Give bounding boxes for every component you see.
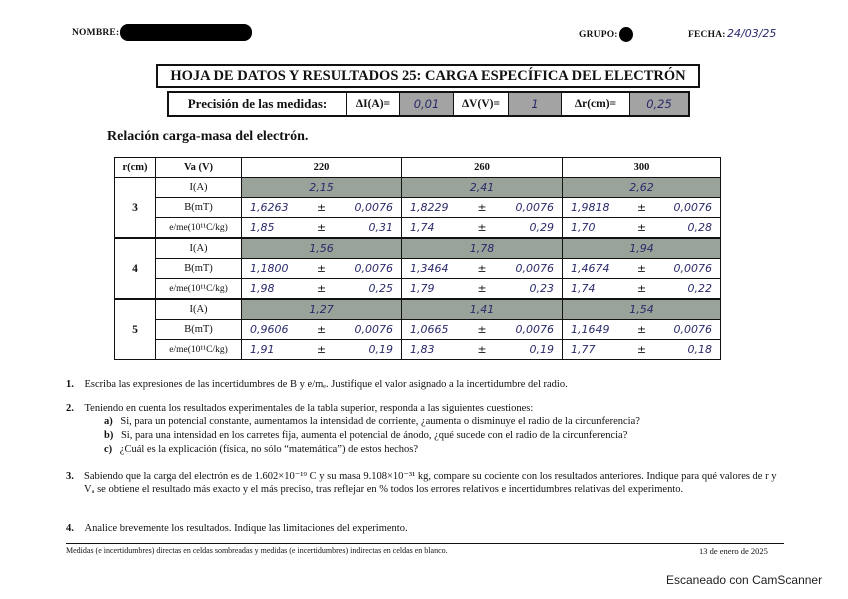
q2-text: Teniendo en cuenta los resultados experimentales de la tabla superior, responda a las siguientes cuestiones: xyxy=(84,403,534,414)
plus-minus-symbol: ± xyxy=(316,221,327,234)
plus-minus-symbol: ± xyxy=(316,201,327,214)
plus-minus-symbol: ± xyxy=(477,221,487,234)
plus-minus-symbol: ± xyxy=(477,343,487,356)
section-subtitle: Relación carga-masa del electrón. xyxy=(107,129,309,144)
magnitude-B-label: B(mT) xyxy=(156,259,242,279)
em-value-cell xyxy=(563,340,721,360)
precision-box xyxy=(167,91,690,117)
field-value-cell xyxy=(242,320,402,340)
em-value-cell xyxy=(563,279,721,300)
table-row xyxy=(115,299,721,320)
question-1 xyxy=(66,378,786,391)
dr-label: Δr(cm)= xyxy=(562,93,630,115)
em-uncertainty: 0,19 xyxy=(529,343,554,356)
em-value-cell xyxy=(242,218,402,239)
q2c-text: ¿Cuál es la explicación (física, no sólo “matemática”) de estos hechos? xyxy=(119,444,419,455)
footer-date: 13 de enero de 2025 xyxy=(699,546,768,556)
magnitude-em-label: e/me(10¹¹C/kg) xyxy=(156,279,242,300)
value-with-uncertainty xyxy=(242,323,401,336)
table-row xyxy=(115,238,721,259)
field-value: 1,1649 xyxy=(571,323,610,336)
results-table xyxy=(114,157,721,360)
em-value-cell xyxy=(242,340,402,360)
q2b-text: Si, para una intensidad en los carretes fija, aumenta el potencial de ánodo, ¿qué sucede con el radio de la circunferencia? xyxy=(120,430,628,441)
value-with-uncertainty xyxy=(242,343,401,356)
value-with-uncertainty xyxy=(242,262,401,275)
fecha-label: FECHA: xyxy=(688,30,726,40)
value-with-uncertainty xyxy=(563,201,720,214)
plus-minus-symbol: ± xyxy=(636,323,647,336)
plus-minus-symbol: ± xyxy=(477,323,487,336)
footer-divider xyxy=(66,543,784,544)
em-uncertainty: 0,22 xyxy=(687,282,712,295)
em-value: 1,74 xyxy=(571,282,596,295)
field-uncertainty: 0,0076 xyxy=(354,201,393,214)
field-uncertainty: 0,0076 xyxy=(673,262,712,275)
em-uncertainty: 0,23 xyxy=(529,282,554,295)
q2b-label: b) xyxy=(104,430,114,441)
magnitude-I-label: I(A) xyxy=(156,299,242,320)
col-r-header: r(cm) xyxy=(115,158,156,178)
group-redaction xyxy=(619,27,633,42)
q1-text: Escriba las expresiones de las incertidumbres de B y e/mₑ. Justifique el valor asignado a la incertidumbre del radio. xyxy=(84,379,568,390)
plus-minus-symbol: ± xyxy=(636,282,647,295)
em-value: 1,98 xyxy=(250,282,275,295)
table-row xyxy=(115,198,721,218)
table-row xyxy=(115,279,721,300)
current-value: 2,62 xyxy=(563,178,721,198)
field-uncertainty: 0,0076 xyxy=(354,323,393,336)
col-voltage-300: 300 xyxy=(563,158,721,178)
plus-minus-symbol: ± xyxy=(316,343,327,356)
em-value: 1,70 xyxy=(571,221,596,234)
em-value: 1,91 xyxy=(250,343,275,356)
q3-text: Sabiendo que la carga del electrón es de 1.602×10⁻¹⁹ C y su masa 9.108×10⁻³¹ kg, compare su cociente con los resultados anteriores. Indique para qué valores de r y Vₐ se obtiene el resultado más exacto y el más preciso, tras reflejar en % todos los errores relativos e incertidumbres relativas del experimento. xyxy=(84,471,777,495)
current-value: 1,56 xyxy=(242,238,402,259)
current-value: 1,41 xyxy=(402,299,563,320)
em-uncertainty: 0,18 xyxy=(687,343,712,356)
field-value-cell xyxy=(402,198,563,218)
footer-note: Medidas (e incertidumbres) directas en celdas sombreadas y medidas (e incertidumbres) indirectas en celdas en blanco. xyxy=(66,546,448,555)
value-with-uncertainty xyxy=(402,201,562,214)
col-va-header: Va (V) xyxy=(156,158,242,178)
value-with-uncertainty xyxy=(242,221,401,234)
em-value-cell xyxy=(563,218,721,239)
magnitude-I-label: I(A) xyxy=(156,178,242,198)
col-voltage-220: 220 xyxy=(242,158,402,178)
current-value: 1,54 xyxy=(563,299,721,320)
magnitude-I-label: I(A) xyxy=(156,238,242,259)
plus-minus-symbol: ± xyxy=(477,282,487,295)
value-with-uncertainty xyxy=(402,323,562,336)
plus-minus-symbol: ± xyxy=(636,221,647,234)
em-value-cell xyxy=(402,340,563,360)
value-with-uncertainty xyxy=(563,221,720,234)
scanner-watermark: Escaneado con CamScanner xyxy=(666,573,823,587)
em-uncertainty: 0,29 xyxy=(529,221,554,234)
magnitude-em-label: e/me(10¹¹C/kg) xyxy=(156,340,242,360)
dr-value: 0,25 xyxy=(630,93,688,115)
value-with-uncertainty xyxy=(563,343,720,356)
dI-label: ΔI(A)= xyxy=(347,93,400,115)
field-value: 1,1800 xyxy=(250,262,289,275)
field-value-cell xyxy=(563,259,721,279)
q2-number: 2. xyxy=(66,403,74,414)
field-value: 1,6263 xyxy=(250,201,289,214)
field-value-cell xyxy=(563,198,721,218)
table-row xyxy=(115,178,721,198)
value-with-uncertainty xyxy=(402,282,562,295)
field-value: 1,9818 xyxy=(571,201,610,214)
field-uncertainty: 0,0076 xyxy=(515,323,554,336)
table-row xyxy=(115,320,721,340)
em-value: 1,74 xyxy=(410,221,435,234)
dI-value: 0,01 xyxy=(400,93,454,115)
value-with-uncertainty xyxy=(402,262,562,275)
field-value: 1,8229 xyxy=(410,201,449,214)
q2c-label: c) xyxy=(104,444,113,455)
field-uncertainty: 0,0076 xyxy=(673,323,712,336)
em-uncertainty: 0,31 xyxy=(368,221,393,234)
nombre-label: NOMBRE: xyxy=(72,28,120,38)
value-with-uncertainty xyxy=(402,343,562,356)
q2a-text: Si, para un potencial constante, aumentamos la intensidad de corriente, ¿aumenta o disminuye el radio de la circunferencia? xyxy=(120,416,640,427)
field-value-cell xyxy=(242,259,402,279)
value-with-uncertainty xyxy=(563,262,720,275)
question-2b xyxy=(104,429,784,442)
plus-minus-symbol: ± xyxy=(636,343,647,356)
current-value: 2,41 xyxy=(402,178,563,198)
magnitude-B-label: B(mT) xyxy=(156,198,242,218)
table-row xyxy=(115,340,721,360)
precision-label: Precisión de las medidas: xyxy=(169,93,347,115)
radius-value: 5 xyxy=(115,299,156,360)
question-2a xyxy=(104,415,784,428)
em-value: 1,85 xyxy=(250,221,275,234)
field-value-cell xyxy=(402,320,563,340)
table-row xyxy=(115,218,721,239)
em-value: 1,77 xyxy=(571,343,596,356)
value-with-uncertainty xyxy=(242,201,401,214)
dV-value: 1 xyxy=(509,93,562,115)
plus-minus-symbol: ± xyxy=(316,282,327,295)
value-with-uncertainty xyxy=(242,282,401,295)
field-value: 1,4674 xyxy=(571,262,610,275)
em-uncertainty: 0,25 xyxy=(368,282,393,295)
field-value: 1,0665 xyxy=(410,323,449,336)
plus-minus-symbol: ± xyxy=(477,262,487,275)
q4-number: 4. xyxy=(66,523,74,534)
page-title: HOJA DE DATOS Y RESULTADOS 25: CARGA ESPECÍFICA DEL ELECTRÓN xyxy=(156,64,700,88)
plus-minus-symbol: ± xyxy=(636,201,647,214)
field-value-cell xyxy=(402,259,563,279)
question-2c xyxy=(104,443,784,456)
em-value: 1,83 xyxy=(410,343,435,356)
field-uncertainty: 0,0076 xyxy=(515,262,554,275)
table-row xyxy=(115,259,721,279)
em-uncertainty: 0,19 xyxy=(368,343,393,356)
table-header-row xyxy=(115,158,721,178)
q4-text: Analice brevemente los resultados. Indique las limitaciones del experimento. xyxy=(84,523,408,534)
current-value: 1,78 xyxy=(402,238,563,259)
em-uncertainty: 0,28 xyxy=(687,221,712,234)
question-3 xyxy=(66,470,786,496)
q3-number: 3. xyxy=(66,471,74,482)
q1-number: 1. xyxy=(66,379,74,390)
question-2 xyxy=(66,402,786,415)
field-value-cell xyxy=(242,198,402,218)
current-value: 2,15 xyxy=(242,178,402,198)
plus-minus-symbol: ± xyxy=(316,323,327,336)
em-value-cell xyxy=(242,279,402,300)
plus-minus-symbol: ± xyxy=(316,262,327,275)
em-value-cell xyxy=(402,218,563,239)
value-with-uncertainty xyxy=(563,323,720,336)
col-voltage-260: 260 xyxy=(402,158,563,178)
field-value: 0,9606 xyxy=(250,323,289,336)
value-with-uncertainty xyxy=(563,282,720,295)
value-with-uncertainty xyxy=(402,221,562,234)
plus-minus-symbol: ± xyxy=(636,262,647,275)
magnitude-em-label: e/me(10¹¹C/kg) xyxy=(156,218,242,239)
fecha-value: 24/03/25 xyxy=(727,27,777,40)
field-uncertainty: 0,0076 xyxy=(354,262,393,275)
current-value: 1,94 xyxy=(563,238,721,259)
question-4 xyxy=(66,522,786,535)
q2a-label: a) xyxy=(104,416,113,427)
grupo-label: GRUPO: xyxy=(579,30,618,40)
em-value: 1,79 xyxy=(410,282,435,295)
radius-value: 4 xyxy=(115,238,156,299)
plus-minus-symbol: ± xyxy=(477,201,487,214)
current-value: 1,27 xyxy=(242,299,402,320)
field-value: 1,3464 xyxy=(410,262,449,275)
name-redaction xyxy=(120,24,252,41)
field-uncertainty: 0,0076 xyxy=(515,201,554,214)
field-uncertainty: 0,0076 xyxy=(673,201,712,214)
table-body xyxy=(115,178,721,360)
field-value-cell xyxy=(563,320,721,340)
dV-label: ΔV(V)= xyxy=(454,93,509,115)
radius-value: 3 xyxy=(115,178,156,239)
magnitude-B-label: B(mT) xyxy=(156,320,242,340)
em-value-cell xyxy=(402,279,563,300)
